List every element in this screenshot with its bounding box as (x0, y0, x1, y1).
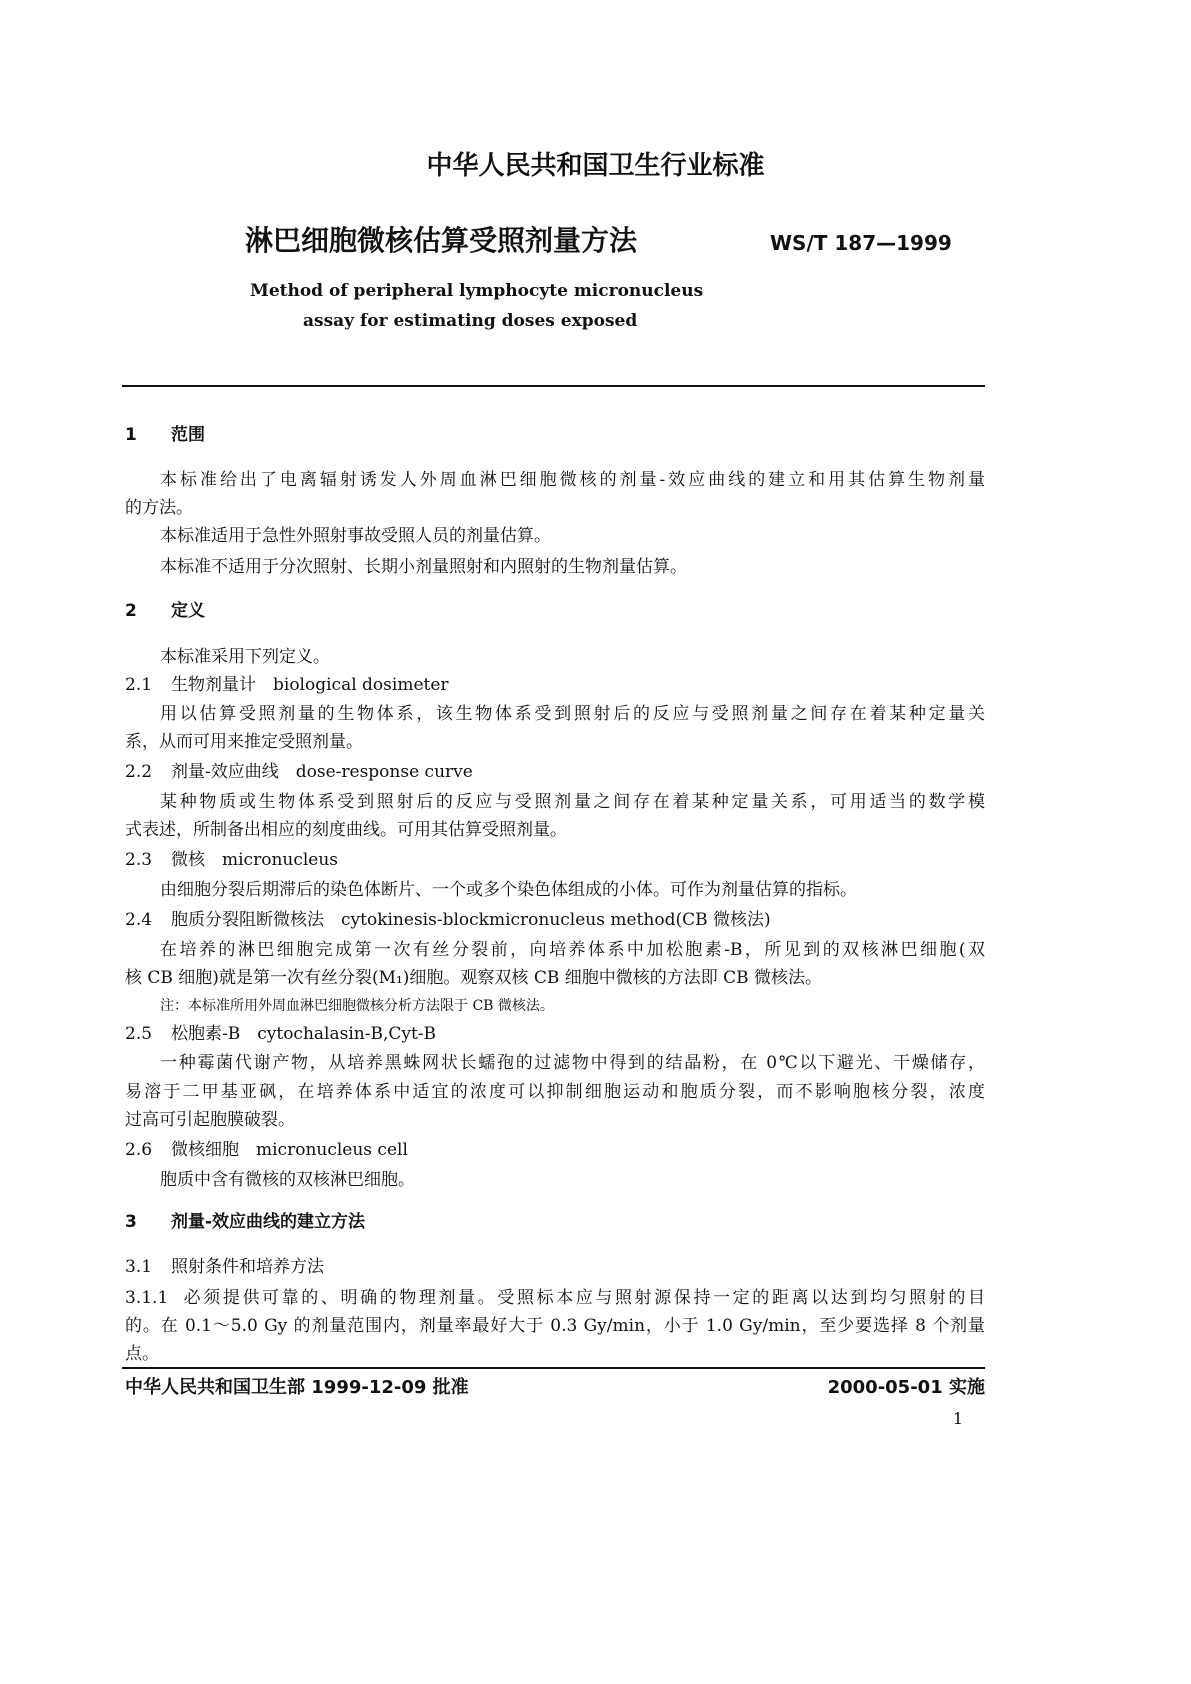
effective-date: 2000-05-01 实施 (827, 1377, 985, 1398)
definition-term: 2.3 微核 micronucleus (125, 850, 339, 870)
document-title: 淋巴细胞微核估算受照剂量方法 (245, 224, 638, 257)
standard-code: WS/T 187—1999 (770, 231, 952, 255)
paragraph: 本标准采用下列定义。 (160, 647, 330, 667)
english-title-line-2: assay for estimating doses exposed (303, 311, 638, 331)
paragraph: 某种物质或生物体系受到照射后的反应与受照剂量之间存在着某种定量关系，可用适当的数学模 (160, 792, 985, 812)
paragraph: 系，从而可用来推定受照剂量。 (125, 732, 363, 752)
page-number: 1 (952, 1409, 963, 1428)
paragraph: 胞质中含有微核的双核淋巴细胞。 (160, 1170, 415, 1190)
paragraph: 3.1.1 必须提供可靠的、明确的物理剂量。受照标本应与照射源保持一定的距离以达到均匀照射的目 (125, 1288, 985, 1308)
paragraph: 核 CB 细胞)就是第一次有丝分裂(M₁)细胞。观察双核 CB 细胞中微核的方法即 CB 微核法。 (125, 968, 823, 988)
definition-term: 2.2 剂量-效应曲线 dose-response curve (125, 762, 473, 782)
paragraph: 过高可引起胞膜破裂。 (125, 1110, 295, 1130)
footer-divider (122, 1367, 985, 1369)
paragraph: 由细胞分裂后期滞后的染色体断片、一个或多个染色体组成的小体。可作为剂量估算的指标。 (160, 880, 857, 900)
header-divider (122, 385, 985, 387)
paragraph: 本标准适用于急性外照射事故受照人员的剂量估算。 (160, 526, 551, 546)
paragraph: 的方法。 (125, 498, 193, 518)
subsection-heading: 3.1 照射条件和培养方法 (125, 1257, 324, 1277)
section-2-heading: 2 定义 (125, 601, 205, 621)
paragraph: 在培养的淋巴细胞完成第一次有丝分裂前，向培养体系中加松胞素-B，所见到的双核淋巴细胞(双 (160, 940, 985, 960)
paragraph: 本标准给出了电离辐射诱发人外周血淋巴细胞微核的剂量-效应曲线的建立和用其估算生物剂量 (160, 470, 985, 490)
definition-term: 2.4 胞质分裂阻断微核法 cytokinesis-blockmicronucleus method(CB 微核法) (125, 910, 771, 930)
definition-term: 2.5 松胞素-B cytochalasin-B,Cyt-B (125, 1024, 437, 1044)
definition-term: 2.1 生物剂量计 biological dosimeter (125, 675, 449, 695)
definition-term: 2.6 微核细胞 micronucleus cell (125, 1140, 408, 1160)
section-1-heading: 1 范围 (125, 425, 205, 445)
paragraph: 点。 (125, 1344, 159, 1364)
paragraph: 易溶于二甲基亚砜，在培养体系中适宜的浓度可以抑制细胞运动和胞质分裂，而不影响胞核分裂，浓度 (125, 1082, 985, 1102)
paragraph: 用以估算受照剂量的生物体系，该生物体系受到照射后的反应与受照剂量之间存在着某种定量关 (160, 704, 985, 724)
issuer-heading: 中华人民共和国卫生行业标准 (426, 151, 765, 181)
paragraph: 式表述，所制备出相应的刻度曲线。可用其估算受照剂量。 (125, 820, 567, 840)
approval-date: 中华人民共和国卫生部 1999-12-09 批准 (125, 1377, 469, 1398)
paragraph: 一种霉菌代谢产物，从培养黑蛛网状长蠕孢的过滤物中得到的结晶粉，在 0℃以下避光、干燥储存， (160, 1053, 985, 1073)
paragraph: 本标准不适用于分次照射、长期小剂量照射和内照射的生物剂量估算。 (160, 557, 687, 577)
english-title-line-1: Method of peripheral lymphocyte micronucleus (250, 281, 704, 301)
section-3-heading: 3 剂量-效应曲线的建立方法 (125, 1212, 366, 1232)
paragraph: 的。在 0.1～5.0 Gy 的剂量范围内，剂量率最好大于 0.3 Gy/min，小于 1.0 Gy/min，至少要选择 8 个剂量 (125, 1316, 985, 1336)
note: 注：本标准所用外周血淋巴细胞微核分析方法限于 CB 微核法。 (160, 998, 554, 1014)
